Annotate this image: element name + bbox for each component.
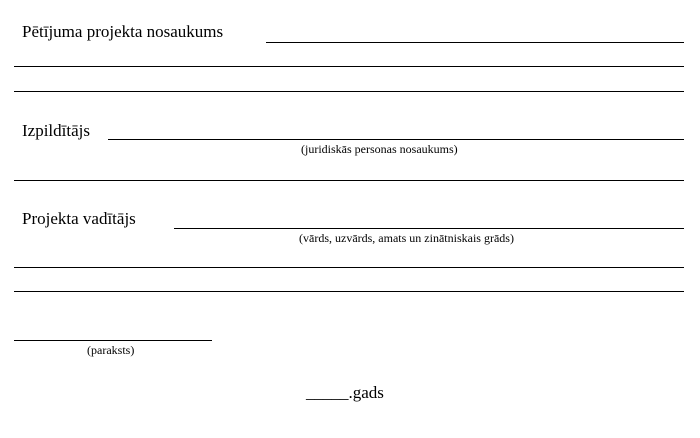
project-manager-label: Projekta vadītājs xyxy=(22,209,136,228)
year-blank[interactable]: _____ xyxy=(306,383,349,402)
project-title-line-2[interactable] xyxy=(14,66,684,67)
project-manager-line-2[interactable] xyxy=(14,267,684,268)
executor-label: Izpildītājs xyxy=(22,121,90,140)
project-manager-line-3[interactable] xyxy=(14,291,684,292)
year-label: .gads xyxy=(348,383,384,402)
project-manager-caption: (vārds, uzvārds, amats un zinātniskais grāds) xyxy=(299,231,514,245)
project-title-line[interactable] xyxy=(266,42,684,43)
executor-caption: (juridiskās personas nosaukums) xyxy=(301,142,458,156)
project-manager-line[interactable] xyxy=(174,228,684,229)
executor-line[interactable] xyxy=(108,139,684,140)
project-title-label: Pētījuma projekta nosaukums xyxy=(22,22,224,41)
project-title-line-3[interactable] xyxy=(14,91,684,92)
signature-caption: (paraksts) xyxy=(87,343,135,357)
year-field xyxy=(306,383,384,403)
signature-line[interactable] xyxy=(14,340,212,341)
executor-line-2[interactable] xyxy=(14,180,684,181)
